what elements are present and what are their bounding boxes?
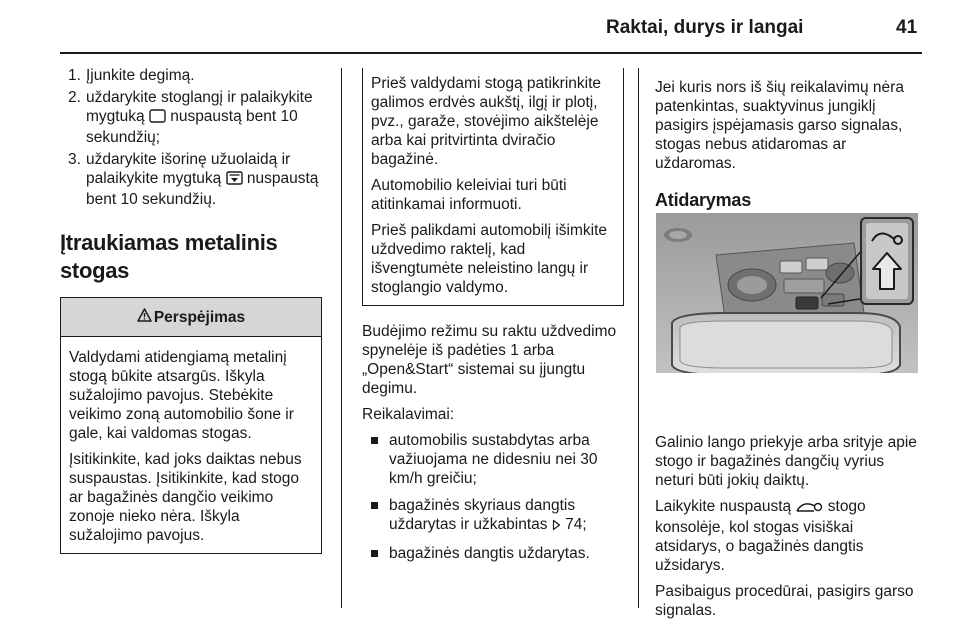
- body-paragraph: [655, 497, 920, 575]
- page-header-title: Raktai, durys ir langai: [606, 17, 804, 38]
- warning-body: [61, 337, 321, 553]
- warning-box: [60, 297, 322, 554]
- list-item: [362, 496, 624, 536]
- steps-list: [60, 66, 326, 209]
- body-paragraph: Galinio lango priekyje arba srityje apie stogo ir bagažinės dangčių vyrius neturi būti jokių daiktų.: [655, 434, 917, 489]
- step-text: nuspaustą bent 10 sekundžių.: [86, 170, 319, 208]
- right-column: [655, 78, 920, 210]
- requirements-list: [362, 431, 624, 563]
- roof-switch-icon: [795, 499, 823, 518]
- list-item-text: bagažinės dangtis uždarytas.: [389, 545, 590, 562]
- bullet-icon: [371, 502, 378, 509]
- note-paragraph: Automobilio keleiviai turi būti atitinkamai informuoti.: [371, 177, 567, 213]
- bullet-icon: [371, 437, 378, 444]
- step-text: Įjunkite degimą.: [86, 67, 195, 84]
- warning-triangle-icon: [137, 308, 154, 327]
- step-item: [60, 88, 326, 147]
- page-reference-icon: [552, 517, 561, 536]
- body-paragraph: Budėjimo režimu su raktu uždvedimo spynelėje iš padėties 1 arba „Open&Start“ sistemai su įjungtu degimu.: [362, 323, 617, 397]
- warning-header: [61, 298, 321, 337]
- column-divider-2: [638, 68, 639, 608]
- middle-column: [362, 68, 624, 571]
- page-number: 41: [896, 17, 918, 38]
- body-paragraph: Jei kuris nors iš šių reikalavimų nėra patenkintas, suaktyvinus jungiklį pasigirs įspėjamasis garso signalas, stogas nebus atidaromas ar uždaromas.: [655, 79, 904, 172]
- note-paragraph: Prieš palikdami automobilį išimkite uždvedimo raktelį, kad išvengtumėte neleistino langų ir stoglangio valdymo.: [371, 222, 608, 296]
- right-column-lower: [655, 433, 920, 627]
- note-box: [362, 68, 624, 306]
- warning-paragraph: Valdydami atidengiamą metalinį stogą būkite atsargūs. Iškyla sužalojimo pavojus. Stebėkite veikimo zoną automobilio šone ir gale, kai valdomas stogas.: [69, 349, 294, 442]
- step-number: 2.: [68, 89, 81, 106]
- step-item: [60, 150, 326, 209]
- warning-title: Perspėjimas: [153, 308, 246, 326]
- sunroof-close-icon: [149, 109, 166, 128]
- sunblind-close-icon: [226, 171, 243, 190]
- body-paragraph: Pasibaigus procedūrai, pasigirs garso signalas.: [655, 583, 914, 619]
- column-divider-1: [341, 68, 342, 608]
- page-reference[interactable]: 74;: [565, 516, 587, 533]
- list-item: [362, 431, 624, 488]
- step-number: 3.: [68, 151, 81, 168]
- section-title: Įtraukiamas metalinis stogas: [60, 230, 278, 283]
- warning-paragraph: Įsitikinkite, kad joks daiktas nebus suspaustas. Įsitikinkite, kad stogo ar bagažinės dangčio veikimo zonoje nieko nėra. Iškyla sužalojimo pavojus.: [69, 451, 302, 544]
- subheading: Atidarymas: [655, 190, 752, 210]
- step-text: uždarykite stoglangį ir palaikykite mygtuką: [86, 89, 313, 125]
- step-item: [60, 66, 326, 85]
- step-number: 1.: [68, 67, 81, 84]
- list-item-text: bagažinės skyriaus dangtis uždarytas ir užkabintas: [389, 497, 576, 533]
- body-text: stogo konsolėje, kol stogas visiškai atsidarys, o bagažinės dangtis užsidarys.: [655, 498, 866, 574]
- note-paragraph: Prieš valdydami stogą patikrinkite galimos erdvės aukštį, ilgį ir plotį, pvz., garaže, stovėjimo aikštelėje arba kai pritvirtinta dviračio bagažinė.: [371, 75, 602, 168]
- header-rule: [60, 52, 922, 54]
- step-text: nuspaustą bent 10 sekundžių;: [86, 108, 298, 146]
- step-text: uždarykite išorinę užuolaidą ir palaikykite mygtuką: [86, 151, 291, 187]
- bullet-icon: [371, 550, 378, 557]
- roof-control-panel-illustration: [656, 213, 918, 416]
- list-item: [362, 544, 624, 563]
- requirements-label: Reikalavimai:: [362, 406, 455, 423]
- list-item-text: automobilis sustabdytas arba važiuojama ne didesniu nei 30 km/h greičiu;: [389, 432, 598, 487]
- body-text: Laikykite nuspaustą: [655, 498, 796, 515]
- left-column: [60, 66, 326, 554]
